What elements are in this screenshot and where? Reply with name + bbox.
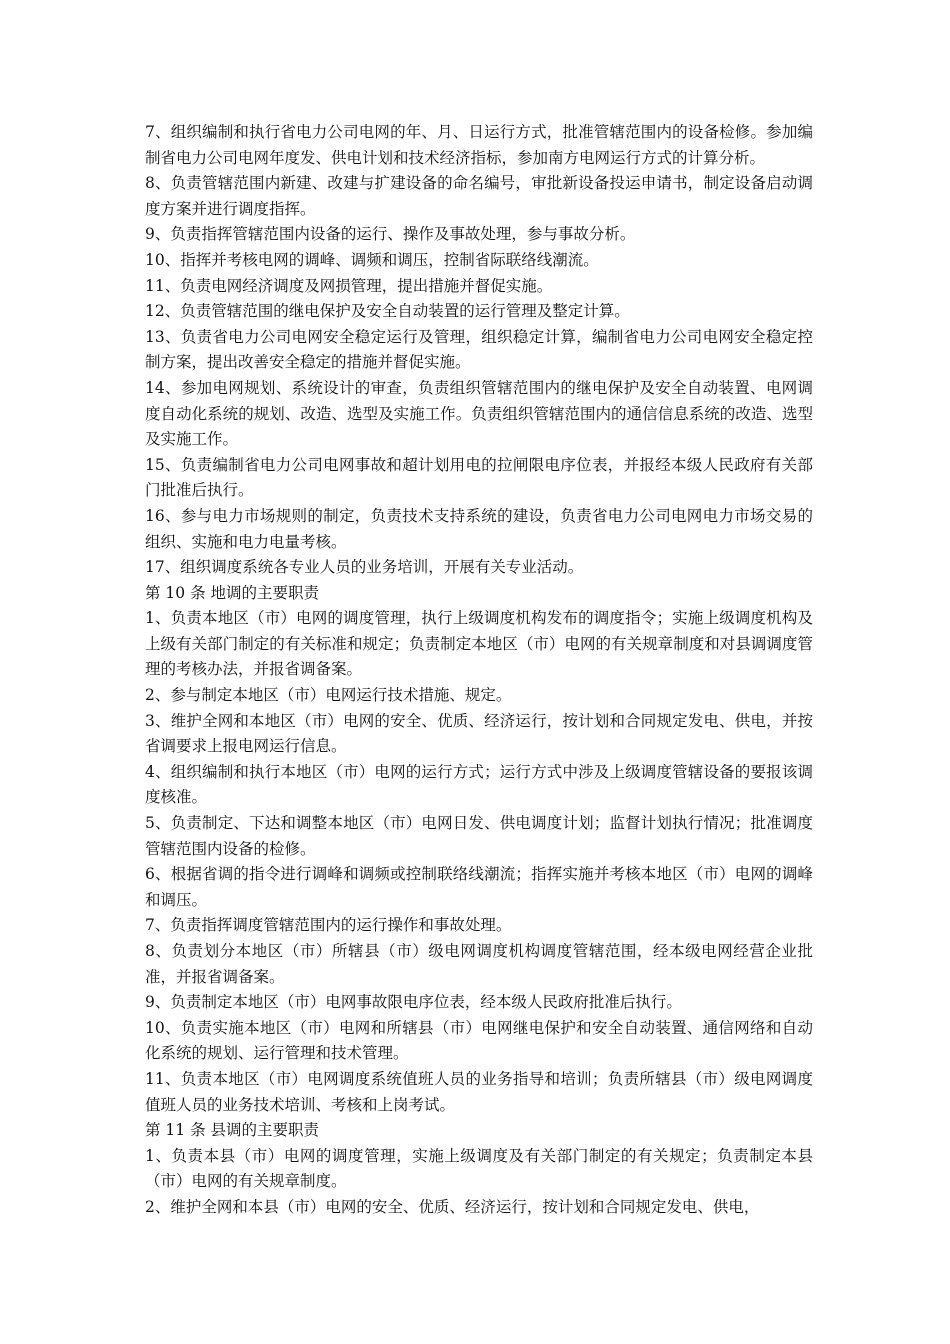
list-item: 1、负责本地区（市）电网的调度管理，执行上级调度机构发布的调度指令；实施上级调度机构及上级有关部门制定的有关标准和规定；负责制定本地区（市）电网的有关规章制度和对县调调度管理的考核办法，并报省调备案。 (145, 609, 813, 679)
list-item: 7、组织编制和执行省电力公司电网的年、月、日运行方式，批准管辖范围内的设备检修。参加编制省电力公司电网年度发、供电计划和技术经济指标，参加南方电网运行方式的计算分析。 (145, 123, 813, 167)
list-item: 9、负责指挥管辖范围内设备的运行、操作及事故处理，参与事故分析。 (145, 225, 636, 244)
list-item: 9、负责制定本地区（市）电网事故限电序位表，经本级人民政府批准后执行。 (145, 993, 682, 1012)
list-item: 8、负责划分本地区（市）所辖县（市）级电网调度机构调度管辖范围，经本级电网经营企业批准，并报省调备案。 (145, 942, 813, 986)
list-item: 2、参与制定本地区（市）电网运行技术措施、规定。 (145, 686, 512, 705)
section-provincial-duties (145, 120, 813, 581)
list-item: 3、维护全网和本地区（市）电网的安全、优质、经济运行，按计划和合同规定发电、供电，并按省调要求上报电网运行信息。 (145, 711, 813, 756)
list-item: 17、组织调度系统各专业人员的业务培训，开展有关专业活动。 (145, 558, 584, 577)
section-article-10 (145, 581, 813, 1118)
list-item: 8、负责管辖范围内新建、改建与扩建设备的命名编号，审批新设备投运申请书，制定设备启动调度方案并进行调度指挥。 (145, 174, 813, 218)
article-heading: 第 11 条 县调的主要职责 (145, 1121, 320, 1140)
list-item: 1、负责本县（市）电网的调度管理，实施上级调度及有关部门制定的有关规定；负责制定本县（市）电网的有关规章制度。 (145, 1146, 813, 1191)
document-page (145, 120, 813, 1221)
list-item: 7、负责指挥调度管辖范围内的运行操作和事故处理。 (145, 916, 512, 935)
list-item: 6、根据省调的指令进行调峰和调频或控制联络线潮流；指挥实施并考核本地区（市）电网的调峰和调压。 (145, 865, 813, 909)
list-item: 16、参与电力市场规则的制定，负责技术支持系统的建设，负责省电力公司电网电力市场交易的组织、实施和电力电量考核。 (145, 506, 813, 551)
list-item: 10、负责实施本地区（市）电网和所辖县（市）电网继电保护和安全自动装置、通信网络和自动化系统的规划、运行管理和技术管理。 (145, 1018, 813, 1063)
list-item: 11、负责本地区（市）电网调度系统值班人员的业务指导和培训；负责所辖县（市）级电网调度值班人员的业务技术培训、考核和上岗考试。 (145, 1069, 813, 1114)
list-item: 13、负责省电力公司电网安全稳定运行及管理，组织稳定计算，编制省电力公司电网安全稳定控制方案，提出改善安全稳定的措施并督促实施。 (145, 327, 813, 372)
list-item: 10、指挥并考核电网的调峰、调频和调压，控制省际联络线潮流。 (145, 250, 599, 269)
list-item: 15、负责编制省电力公司电网事故和超计划用电的拉闸限电序位表，并报经本级人民政府有关部门批准后执行。 (145, 455, 813, 500)
list-item: 11、负责电网经济调度及网损管理，提出措施并督促实施。 (145, 276, 553, 295)
list-item: 14、参加电网规划、系统设计的审查，负责组织管辖范围内的继电保护及安全自动装置、电网调度自动化系统的规划、改造、选型及实施工作。负责组织管辖范围内的通信信息系统的改造、选型及实施工作。 (145, 378, 813, 449)
list-item: 12、负责管辖范围的继电保护及安全自动装置的运行管理及整定计算。 (145, 302, 630, 321)
list-item: 4、组织编制和执行本地区（市）电网的运行方式；运行方式中涉及上级调度管辖设备的要报该调度核准。 (145, 762, 813, 807)
list-item: 2、维护全网和本县（市）电网的安全、优质、经济运行，按计划和合同规定发电、供电， (145, 1197, 760, 1216)
list-item: 5、负责制定、下达和调整本地区（市）电网日发、供电调度计划；监督计划执行情况；批准调度管辖范围内设备的检修。 (145, 814, 813, 858)
article-heading: 第 10 条 地调的主要职责 (145, 583, 320, 602)
section-article-11 (145, 1118, 813, 1220)
